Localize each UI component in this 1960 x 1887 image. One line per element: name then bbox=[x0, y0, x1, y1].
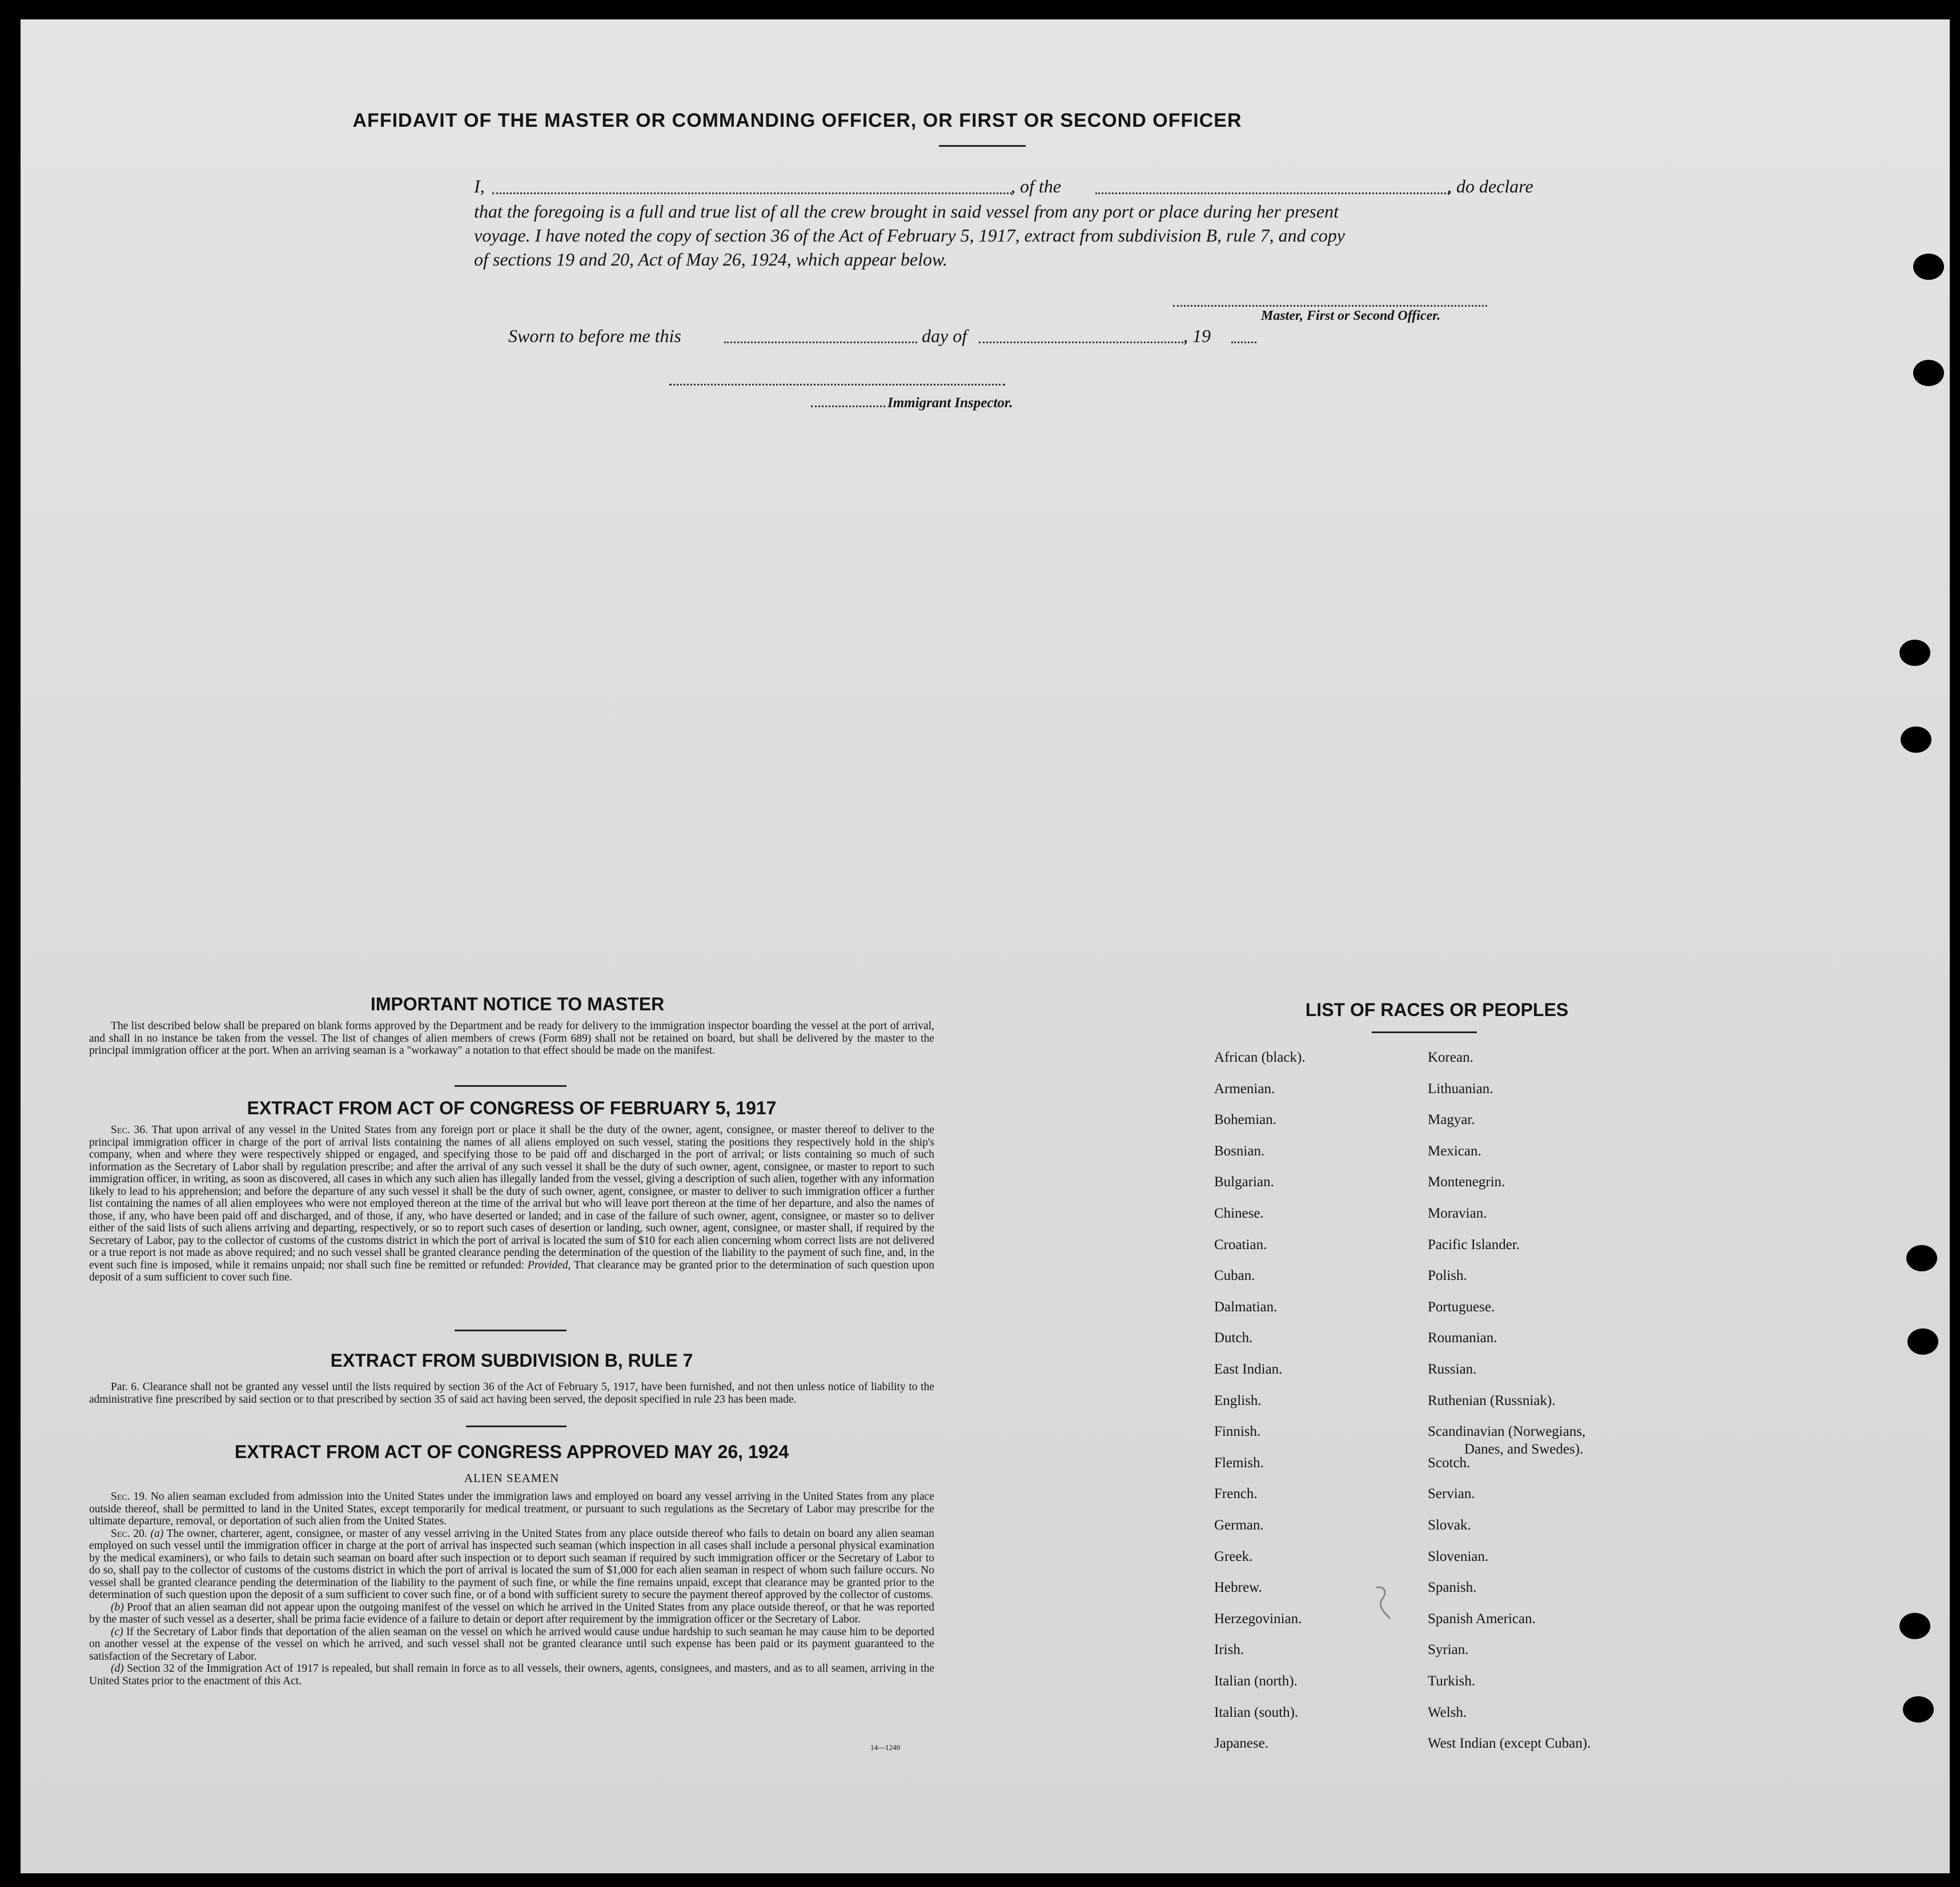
extract-1924-text bbox=[89, 1491, 934, 1687]
sworn-month-blank bbox=[979, 342, 1187, 343]
race-item: Italian (north). bbox=[1214, 1673, 1298, 1689]
race-item: Dutch. bbox=[1214, 1330, 1253, 1346]
race-item: Bosnian. bbox=[1214, 1143, 1265, 1159]
race-item: Turkish. bbox=[1428, 1673, 1476, 1689]
race-item: Polish. bbox=[1428, 1268, 1467, 1283]
race-item: Slovenian. bbox=[1428, 1549, 1489, 1564]
notice-text bbox=[89, 1020, 934, 1057]
race-item: Cuban. bbox=[1214, 1268, 1255, 1283]
sec-36-text: That upon arrival of any vessel in the United States from any foreign port or place it shall be the duty of the owner, agent, consignee, or master thereof to deliver to the principal immigration officer in charge of the port of arrival lists containing the names of all aliens employed on such vessel, stating the positions they respectively hold in the ship's company, when and where they were respectively shipped or engaged, and specifying those to be paid off and discharged in the port of arrival; or lists containing so much of such information as the Secretary of Labor shall by regulation prescribe; and after the arrival of any such vessel it shall be the duty of such owner, agent, consignee, or master to report to such immigration officer, in writing, as soon as discovered, all cases in which any such alien has illegally landed from the vessel, giving a description of such alien, together with any information likely to lead to his apprehension; and before the departure of any such vessel it shall be the duty of such owner, agent, consignee, or master to deliver to such immigration officer a further list containing the names of all alien employees who were not employed thereon at the time of the arrival but who will leave port thereon at the time of her departure, and also the names of those, if any, who have been paid off and discharged, and of those, if any, who have deserted or landed; and in case of the failure of such owner, agent, consignee, or master so to deliver either of the said lists of such aliens arriving and departing, respectively, or so to report such cases of desertion or landing, such owner, agent, consignee, or master shall, if required by the Secretary of Labor, pay to the collector of customs of the customs district in which the port of arrival is located the sum of $10 for each alien concerning whom correct lists are not delivered or a true report is not made as above required; and no such vessel shall be granted clearance pending the determination of the question of the liability to the payment of such fine, and, in the event such fine is imposed, while it remains unpaid; nor shall such fine be remitted or refunded: bbox=[89, 1124, 934, 1271]
race-item: Bohemian. bbox=[1214, 1112, 1277, 1127]
extract-1924-title: EXTRACT FROM ACT OF CONGRESS APPROVED MAY 26, 1924 bbox=[234, 1442, 789, 1462]
sec-20d-paragraph bbox=[89, 1663, 934, 1687]
extract-1917-text bbox=[89, 1124, 934, 1284]
affidavit-line-1 bbox=[474, 176, 485, 197]
affidavit-title: AFFIDAVIT OF THE MASTER OR COMMANDING OFFICER, OR FIRST OR SECOND OFFICER bbox=[352, 110, 1242, 131]
affidavit-do-declare: , do declare bbox=[1447, 176, 1533, 196]
races-title: LIST OF RACES OR PEOPLES bbox=[1305, 999, 1569, 1020]
race-item: Welsh. bbox=[1428, 1705, 1467, 1720]
sec-19-paragraph bbox=[89, 1491, 934, 1528]
pencil-mark bbox=[1365, 1583, 1399, 1623]
extract-rule-7-text bbox=[89, 1381, 934, 1406]
sec-19-label: Sec. 19. bbox=[111, 1491, 147, 1503]
sec-20c-text: If the Secretary of Labor finds that deportation of the alien seaman on the vessel on which he arrived would cause undue hardship to such seaman he may cause him to be deported on another vessel at the expense of the vessel on which he arrived, and such vessel shall not be granted clearance until such expense has been paid or its payment guaranteed to the satisfaction of the Secretary of Labor. bbox=[89, 1625, 934, 1663]
signature-line bbox=[1173, 305, 1487, 307]
affidavit-line-3: voyage. I have noted the copy of section 36 of the Act of February 5, 1917, extract from subdivision B, rule 7, and copy bbox=[474, 225, 1345, 246]
race-item: Montenegrin. bbox=[1428, 1174, 1505, 1190]
race-item: Irish. bbox=[1214, 1642, 1244, 1657]
divider bbox=[939, 145, 1026, 147]
punch-hole bbox=[1913, 360, 1944, 386]
race-item: Pacific Islander. bbox=[1428, 1237, 1520, 1252]
race-item: Scandinavian (Norwegians, bbox=[1428, 1424, 1586, 1439]
race-item: Scotch. bbox=[1428, 1455, 1471, 1471]
sec-19-text: No alien seaman excluded from admission into the United States under the immigration laws and employed on board any vessel arriving in the United States from any place outside thereof, shall be permitted to land in the United States, except temporarily for medical treatment, or pursuant to such regulations as the Secretary of Labor may prescribe for the ultimate departure, removal, or deportation of such alien from the United States. bbox=[89, 1491, 934, 1527]
race-item: Roumanian. bbox=[1428, 1330, 1497, 1346]
race-item: German. bbox=[1214, 1517, 1264, 1533]
provided-word: Provided, bbox=[527, 1259, 571, 1271]
sec-20b-marker: (b) bbox=[111, 1601, 124, 1613]
race-item: Herzegovinian. bbox=[1214, 1611, 1302, 1627]
sec-20a-marker: (a) bbox=[150, 1527, 164, 1540]
inspector-line-short bbox=[811, 405, 885, 407]
sec-20c-paragraph bbox=[89, 1626, 934, 1663]
punch-hole bbox=[1903, 1696, 1934, 1723]
punch-hole bbox=[1899, 1613, 1930, 1639]
punch-hole bbox=[1901, 726, 1931, 753]
notice-paragraph: The list described below shall be prepared on blank forms approved by the Department and be ready for delivery to the immigration inspector boarding the vessel at the port of arrival, and shall in no instance be taken from the vessel. The list of changes of alien members of crews (Form 689) shall not be retained on board, but shall be delivered by the master to the principal immigration officer at the port. When an arriving seaman is a "workaway" a notation to that effect should be made on the manifest. bbox=[89, 1020, 934, 1057]
extract-1917-paragraph bbox=[89, 1124, 934, 1284]
sworn-day-blank bbox=[724, 342, 917, 343]
race-item: Slovak. bbox=[1428, 1517, 1471, 1533]
race-item-scandinavian-cont: Danes, and Swedes). bbox=[1464, 1442, 1584, 1457]
form-number: 14—1240 bbox=[870, 1743, 900, 1752]
divider bbox=[455, 1330, 567, 1331]
race-item: Korean. bbox=[1428, 1050, 1473, 1065]
race-item: Finnish. bbox=[1214, 1424, 1261, 1439]
race-item: French. bbox=[1214, 1486, 1258, 1501]
name-blank bbox=[492, 192, 1012, 194]
race-item: Servian. bbox=[1428, 1486, 1475, 1501]
divider bbox=[455, 1085, 567, 1087]
race-item: East Indian. bbox=[1214, 1362, 1283, 1377]
extract-1917-title: EXTRACT FROM ACT OF CONGRESS OF FEBRUARY 5, 1917 bbox=[247, 1098, 777, 1118]
race-item: Ruthenian (Russniak). bbox=[1428, 1393, 1556, 1408]
sec-20c-marker: (c) bbox=[111, 1625, 123, 1638]
race-item: Portuguese. bbox=[1428, 1299, 1495, 1315]
notice-title: IMPORTANT NOTICE TO MASTER bbox=[370, 994, 665, 1014]
inspector-caption: Immigrant Inspector. bbox=[887, 395, 1013, 411]
affidavit-i: I, bbox=[474, 176, 485, 196]
race-item: Armenian. bbox=[1214, 1081, 1275, 1097]
race-item: West Indian (except Cuban). bbox=[1428, 1736, 1591, 1751]
punch-hole bbox=[1913, 254, 1944, 280]
race-item: English. bbox=[1214, 1393, 1262, 1408]
race-item: Chinese. bbox=[1214, 1206, 1264, 1221]
inspector-line bbox=[669, 384, 1005, 386]
divider bbox=[466, 1426, 567, 1427]
race-item: Syrian. bbox=[1428, 1642, 1469, 1657]
sworn-prefix: Sworn to before me this bbox=[508, 326, 681, 346]
race-item: Flemish. bbox=[1214, 1455, 1264, 1471]
sec-36-label: Sec. 36. bbox=[111, 1124, 148, 1136]
sec-20a-text: The owner, charterer, agent, consignee, or master of any vessel arriving in the United States from any place outside thereof who fails to detain on board any alien seaman employed on such vessel until the immigration officer in charge at the port of arrival has inspected such seaman (which inspection in all cases shall include a personal physical examination by the medical examiners), or who fails to detain such seaman on board after such inspection or to deport such seaman if required by such immigration officer or the Secretary of Labor to do so, shall pay to the collector of customs of the customs district in which the port of arrival is located the sum of $1,000 for each alien seaman in respect of whom such failure occurs. No vessel shall be granted clearance pending the determination of the liability to the payment of such fine, or while the fine remains unpaid, except that clearance may be granted prior to the determination of such question upon the deposit of a sum sufficient to cover such fine, or of a bond with sufficient surety to secure the payment thereof approved by the collector of customs. bbox=[89, 1527, 934, 1601]
sec-20d-text: Section 32 of the Immigration Act of 1917 is repealed, but shall remain in force as to all vessels, their owners, agents, consignees, and masters, and as to all seamen, arriving in the United States prior to the enactment of this Act. bbox=[89, 1663, 935, 1687]
race-item: Bulgarian. bbox=[1214, 1174, 1274, 1190]
punch-hole bbox=[1907, 1328, 1938, 1355]
sec-20-label: Sec. 20. bbox=[111, 1527, 147, 1540]
signature-caption: Master, First or Second Officer. bbox=[1261, 308, 1441, 323]
extract-rule-7-title: EXTRACT FROM SUBDIVISION B, RULE 7 bbox=[330, 1350, 693, 1371]
race-item: Croatian. bbox=[1214, 1237, 1267, 1252]
sec-20a-paragraph bbox=[89, 1528, 934, 1601]
race-item: Magyar. bbox=[1428, 1112, 1475, 1127]
form-page bbox=[21, 19, 1950, 1873]
race-item: Dalmatian. bbox=[1214, 1299, 1278, 1315]
sec-20b-text: Proof that an alien seaman did not appear upon the outgoing manifest of the vessel on which he arrived in the United States from any place outside thereof, or that he was reported by the master of such vessel as a deserter, shall be prima facie evidence of a failure to detain or deport after requirement by the immigration officer or the Secretary of Labor. bbox=[89, 1601, 935, 1625]
vessel-blank bbox=[1095, 192, 1449, 194]
race-item: Mexican. bbox=[1428, 1143, 1481, 1159]
sec-36-text-end: That clearance may be granted prior to the determination of such question upon deposit of a sum sufficient to cover such fine. bbox=[89, 1259, 934, 1283]
race-item: Lithuanian. bbox=[1428, 1081, 1493, 1097]
affidavit-line-2: that the foregoing is a full and true list of all the crew brought in said vessel from any port or place during her present bbox=[474, 201, 1339, 222]
rule-7-paragraph: Par. 6. Clearance shall not be granted any vessel until the lists required by section 36 of the Act of February 5, 1917, have been furnished, and not then unless notice of liability to the administrative fine prescribed by said section or to that prescribed by section 35 of said act having been served, the deposit specified in rule 23 has been made. bbox=[89, 1381, 934, 1406]
affidavit-of-the: , of the bbox=[1011, 176, 1061, 196]
race-item: African (black). bbox=[1214, 1050, 1306, 1065]
race-item: Italian (south). bbox=[1214, 1705, 1299, 1720]
sworn-year-blank bbox=[1231, 342, 1256, 343]
punch-hole bbox=[1899, 640, 1930, 666]
divider bbox=[1372, 1031, 1477, 1033]
race-item: Japanese. bbox=[1214, 1736, 1269, 1751]
alien-seamen-subtitle: ALIEN SEAMEN bbox=[464, 1471, 560, 1485]
race-item: Spanish American. bbox=[1428, 1611, 1536, 1627]
sworn-day-of: day of bbox=[922, 326, 967, 346]
sec-20b-paragraph bbox=[89, 1601, 934, 1626]
sec-20d-marker: (d) bbox=[111, 1663, 124, 1675]
affidavit-line-4: of sections 19 and 20, Act of May 26, 1924, which appear below. bbox=[474, 249, 947, 270]
punch-hole bbox=[1906, 1245, 1937, 1271]
race-item: Spanish. bbox=[1428, 1580, 1477, 1595]
race-item: Russian. bbox=[1428, 1362, 1477, 1377]
race-item: Moravian. bbox=[1428, 1206, 1487, 1221]
sworn-year: , 19 bbox=[1183, 326, 1211, 346]
race-item: Hebrew. bbox=[1214, 1580, 1262, 1595]
race-item: Greek. bbox=[1214, 1549, 1253, 1564]
